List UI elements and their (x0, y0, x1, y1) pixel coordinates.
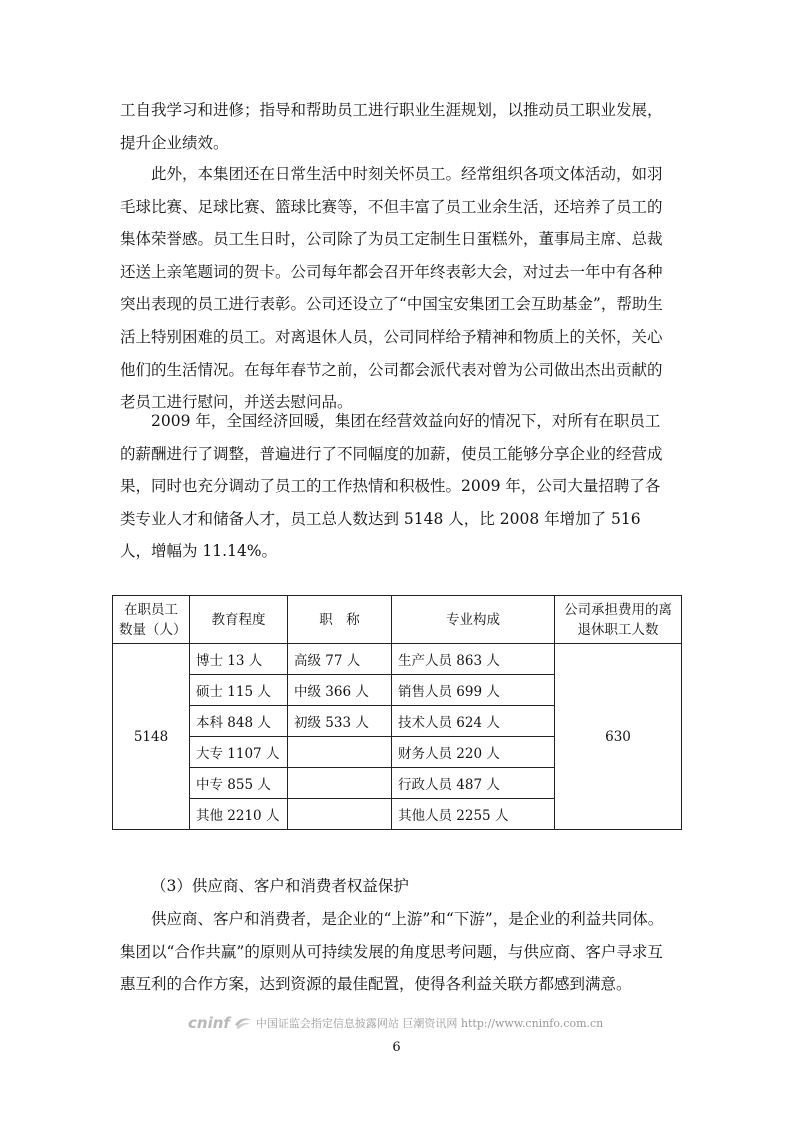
cell-title (288, 768, 392, 799)
cninfo-logo: cninf (188, 1014, 230, 1032)
cell-education: 其他 2210 人 (190, 799, 288, 830)
cninfo-swoosh-icon (234, 1016, 252, 1030)
cell-specialty: 技术人员 624 人 (392, 706, 555, 737)
paragraph-suppliers: 供应商、客户和消费者，是企业的“上游”和“下游”，是企业的利益共同体。集团以“合作共赢”的原则从可持续发展的角度思考问题，与供应商、客户寻求互惠互利的合作方案，达到资源的最佳配置，使得各利益关联方都感到满意。 (120, 910, 664, 994)
page-number: 6 (392, 1040, 401, 1055)
cell-title (288, 737, 392, 768)
paragraph-employee-care: 此外，本集团还在日常生活中时刻关怀员工。经常组织各项文体活动，如羽毛球比赛、足球比赛、篮球比赛等，不但丰富了员工业余生活，还培养了员工的集体荣誉感。员工生日时，公司除了为员工定制生日蛋糕外，董事局主席、总裁还送上亲笔题词的贺卡。公司每年都会召开年终表彰大会，对过去一年中有各种突出表现的员工进行表彰。公司还设立了“中国宝安集团工会互助基金”，帮助生活上特别困难的员工。对离退休人员，公司同样给予精神和物质上的关怀，关心他们的生活情况。在每年春节之前，公司都会派代表对曾为公司做出杰出贡献的老员工进行慰问，并送去慰问品。 (120, 165, 663, 412)
staff-composition-table (112, 595, 682, 830)
cell-specialty: 行政人员 487 人 (392, 768, 555, 799)
cell-specialty: 销售人员 699 人 (392, 675, 555, 706)
header-total-staff: 在职员工数量（人） (113, 596, 190, 644)
header-title: 职 称 (288, 596, 392, 644)
cell-specialty: 财务人员 220 人 (392, 737, 555, 768)
cell-education: 本科 848 人 (190, 706, 288, 737)
cell-education: 硕士 115 人 (190, 675, 288, 706)
section-heading: （3）供应商、客户和消费者权益保护 (151, 877, 409, 895)
header-specialty: 专业构成 (392, 596, 555, 644)
cell-title: 初级 533 人 (288, 706, 392, 737)
cell-education: 博士 13 人 (190, 644, 288, 675)
cell-specialty: 其他人员 2255 人 (392, 799, 555, 830)
paragraph-2009-salary: 2009 年，全国经济回暖，集团在经营效益向好的情况下，对所有在职员工的薪酬进行了调整，普遍进行了不同幅度的加薪，使员工能够分享企业的经营成果，同时也充分调动了员工的工作热情和积极性。2009 年，公司大量招聘了各类专业人才和储备人才，员工总人数达到 5148 人，比 2008 年增加了 516 人，增幅为 11.14%。 (120, 412, 663, 561)
cell-title: 高级 77 人 (288, 644, 392, 675)
cell-total-staff: 5148 (113, 644, 190, 830)
cell-education: 中专 855 人 (190, 768, 288, 799)
cell-retirees: 630 (555, 644, 682, 830)
cell-specialty: 生产人员 863 人 (392, 644, 555, 675)
paragraph-continuation: 工自我学习和进修；指导和帮助员工进行职业生涯规划，以推动员工职业发展，提升企业绩效。 (120, 101, 663, 152)
footer-text: 中国证监会指定信息披露网站 巨潮资讯网 http://www.cninfo.com.cn (255, 1017, 604, 1030)
header-retirees: 公司承担费用的离退休职工人数 (555, 596, 682, 644)
table-header-row (113, 596, 682, 644)
header-education: 教育程度 (190, 596, 288, 644)
cell-title (288, 799, 392, 830)
footer-watermark (188, 1014, 603, 1032)
table-row (113, 644, 682, 675)
cell-title: 中级 366 人 (288, 675, 392, 706)
cell-education: 大专 1107 人 (190, 737, 288, 768)
